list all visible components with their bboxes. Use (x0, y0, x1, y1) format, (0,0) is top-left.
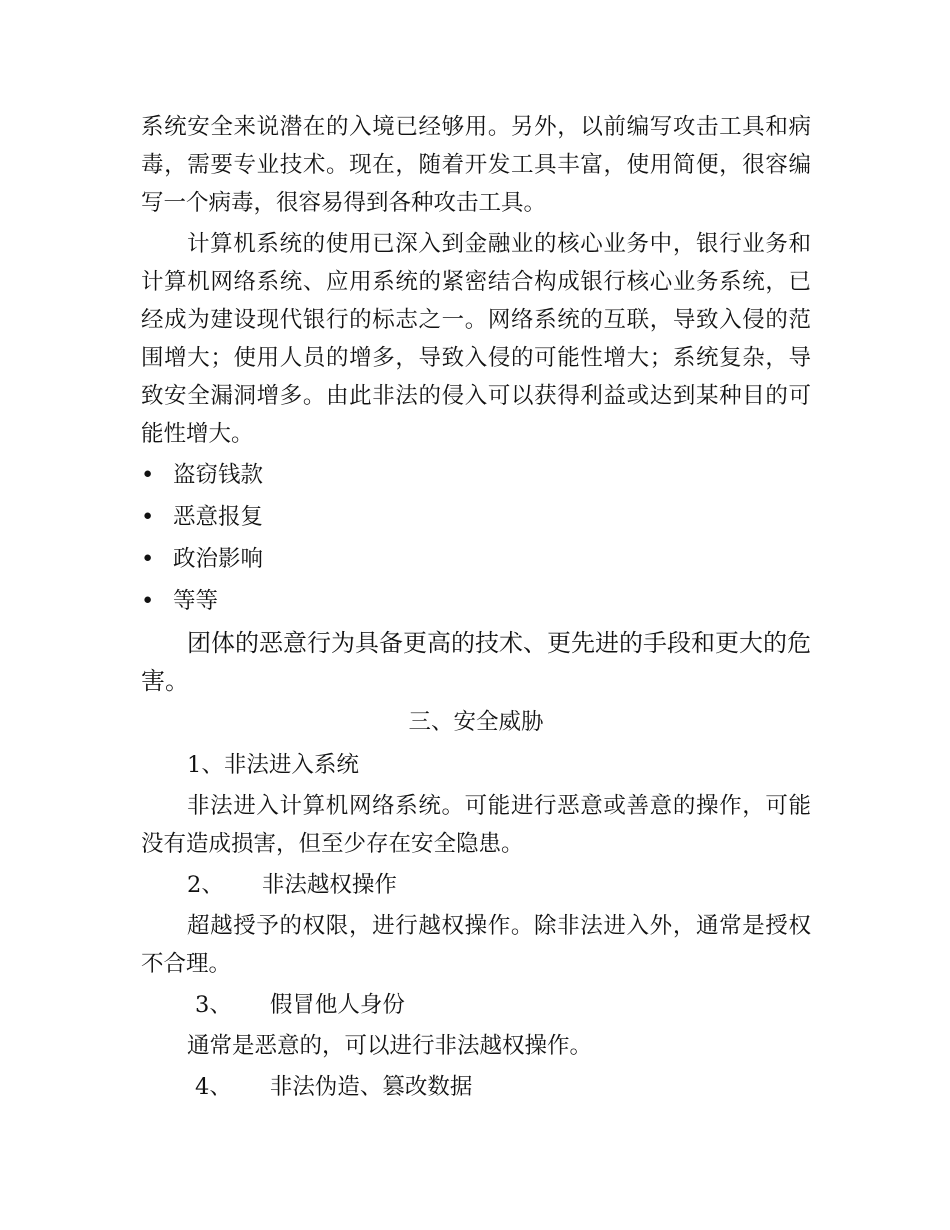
list-item (141, 540, 811, 578)
bullet-icon: • (141, 462, 155, 488)
list-item-text: 恶意报复 (173, 504, 264, 530)
threat-number: 3、 (195, 992, 232, 1018)
list-item (141, 498, 811, 536)
list-item-text: 政治影响 (173, 546, 264, 572)
threat-title: 非法越权操作 (261, 872, 397, 898)
threat-description-3: 通常是恶意的，可以进行非法越权操作。 (187, 1033, 593, 1059)
bullet-icon: • (141, 546, 155, 572)
threat-heading-1 (141, 746, 811, 784)
threat-description-2: 超越授予的权限，进行越权操作。除非法进入外，通常是授权不合理。 (141, 913, 811, 977)
bullet-icon: • (141, 504, 155, 530)
document-page (141, 108, 811, 1109)
paragraph-group-threat: 团体的恶意行为具备更高的技术、更先进的手段和更大的危害。 (141, 629, 811, 695)
bullet-icon: • (141, 588, 155, 614)
threat-heading-2 (141, 866, 811, 904)
section-heading: 三、安全威胁 (408, 709, 544, 735)
list-item (141, 582, 811, 620)
threat-heading-4 (141, 1068, 811, 1106)
list-item-text: 等等 (173, 588, 219, 614)
motive-list (141, 456, 811, 620)
list-item-text: 盗窃钱款 (173, 462, 264, 488)
threat-title: 假冒他人身份 (269, 992, 405, 1018)
list-item (141, 456, 811, 494)
paragraph-intro: 系统安全来说潜在的入境已经够用。另外，以前编写攻击工具和病毒，需要专业技术。现在，随着开发工具丰富，使用简便，很容编写一个病毒，很容易得到各种攻击工具。 (141, 114, 811, 216)
threat-number: 2、 (187, 872, 224, 898)
threat-number: 1、 (187, 752, 224, 778)
threat-number: 4、 (195, 1074, 232, 1100)
threat-description-1: 非法进入计算机网络系统。可能进行恶意或善意的操作，可能没有造成损害，但至少存在安全隐患。 (141, 793, 811, 857)
threat-title: 非法进入系统 (223, 752, 359, 778)
paragraph-banking: 计算机系统的使用已深入到金融业的核心业务中，银行业务和计算机网络系统、应用系统的紧密结合构成银行核心业务系统，已经成为建设现代银行的标志之一。网络系统的互联，导致入侵的范围增大；使用人员的增多，导致入侵的可能性增大；系统复杂，导致安全漏洞增多。由此非法的侵入可以获得利益或达到某种目的可能性增大。 (141, 231, 811, 447)
threat-title: 非法伪造、篡改数据 (269, 1074, 473, 1100)
threat-heading-3 (141, 986, 811, 1024)
